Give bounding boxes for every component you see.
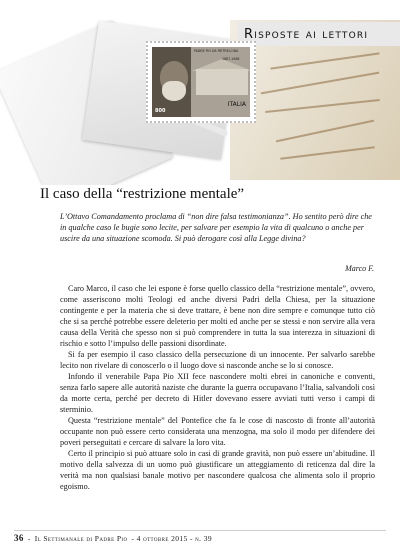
article-title: Il caso della “restrizione mentale” (40, 186, 245, 202)
letter-signature: Marco F. (345, 264, 374, 273)
issue-info: - 4 ottobre 2015 - n. 39 (131, 534, 213, 543)
publication-name: Il Settimanale di Padre Pio (34, 534, 128, 543)
page-footer (14, 533, 386, 547)
answer-body (60, 283, 375, 492)
answer-paragraph: Si fa per esempio il caso classico della persecuzione di un innocente. Per salvarlo sarebbe lecito non rivelare di conoscerlo o il luogo dove si nasconde anche se lo si conosce. (60, 350, 375, 370)
reader-letter: L’Ottavo Comandamento proclama di “non dire falsa testimonianza”. Ho sentito però dire che in qualche caso le bugie sono lecite, per salvare per esempio la vita di qualcuno o anche per uscire da una situazione scomoda. Si può derogare così alla Legge divina? (60, 212, 372, 243)
section-header (238, 22, 400, 46)
stamp-years: 1887-1968 (222, 57, 240, 61)
stamp-value: 800 (155, 108, 166, 114)
stamp-caption: PADRE PIO DA PIETRELCINA (194, 49, 239, 53)
stamp-country: ITALIA (227, 101, 246, 108)
page-number: 36 (14, 533, 24, 543)
header-illustration (0, 0, 400, 185)
church-illustration (196, 69, 248, 95)
postage-stamp (146, 41, 256, 123)
answer-paragraph: Caro Marco, il caso che lei espone è forse quello classico della “restrizione mentale”, ovvero, come asseriscono molti Teologi ed anche diversi Padri della Chiesa, per la situazione contingente e per la materia che si deve trattare, è bene non dire sempre e comunque tutto ciò che si sa perché potrebbe essere deleterio per molti ed anche per se stessi e non servire alla vera causa della Verità che spesso non si può comprendere in tutta la sua interezza in situazioni di rischio e sotto l’impulso delle passioni disordinate. (60, 284, 375, 348)
answer-paragraph: Questa “restrizione mentale” del Pontefice che fa le cose di nascosto di fronte all’autorità occupante non può essere certo considerata una menzogna, ma solo il modo per difendere dei poveri perseguitati e cercare di salvare la loro vita. (60, 416, 375, 447)
answer-paragraph: Infondo il venerabile Papa Pio XII fece nascondere molti ebrei in canoniche e conventi, senza farlo sapere alle autorità naziste che durante la guerra occupavano l’Italia, salvandoli così da morte certa, perché per decreto di Hitler dovevano essere avviati tutti verso i campi di sterminio. (60, 372, 375, 414)
answer-paragraph: Certo il principio si può attuare solo in casi di grande gravità, non può essere un’abitudine. Il motivo della salvezza di un uomo può giustificare un atteggiamento di reticenza dal dire la verità ma non qualsiasi banale motivo per nascondere qualcosa che alimenta solo il proprio egoismo. (60, 449, 375, 491)
section-label: Risposte ai lettori (244, 26, 369, 42)
footer-divider (14, 530, 386, 531)
footer-separator: - (27, 534, 31, 543)
